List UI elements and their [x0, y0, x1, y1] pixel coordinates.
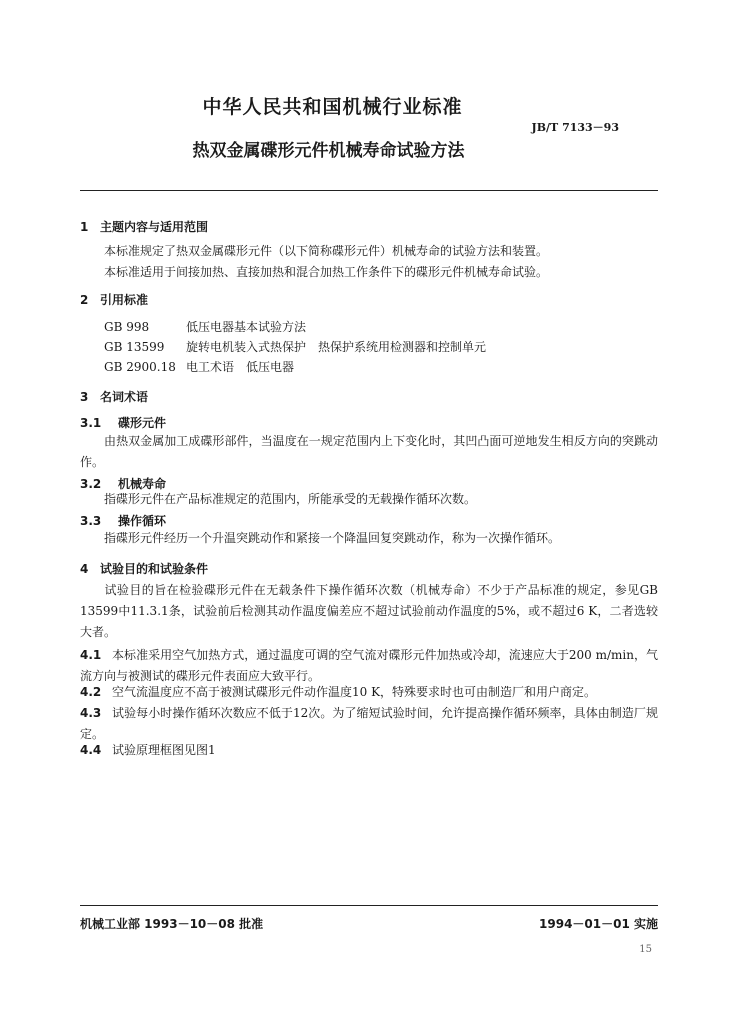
section-4-heading: 4 试验目的和试验条件 — [80, 562, 209, 576]
section-1-paragraph-1: 本标准规定了热双金属碟形元件（以下简称碟形元件）机械寿命的试验方法和装置。 — [104, 244, 549, 258]
term-3-1-definition: 由热双金属加工成碟形部件，当温度在一规定范围内上下变化时，其凹凸面可逆地发生相反方向的突跳动作。 — [80, 434, 658, 469]
effective-date-line: 1994－01－01 实施 — [539, 917, 658, 931]
clause-4-1: 4.1 本标准采用空气加热方式，通过温度可调的空气流对碟形元件加热或冷却，流速应大于200 m/min，气流方向与被测试的碟形元件表面应大致平行。 — [80, 648, 658, 683]
header-divider — [80, 190, 658, 191]
section-4-intro: 试验目的旨在检验碟形元件在无载条件下操作循环次数（机械寿命）不少于产品标准的规定，参见GB 13599中11.3.1条，试验前后检测其动作温度偏差应不超过试验前动作温度的5%，或不超过6 K，二者选较大者。 — [80, 583, 658, 639]
section-2-heading: 2 引用标准 — [80, 293, 149, 307]
reference-row: GB 2900.18 电工术语 低压电器 — [104, 360, 295, 374]
term-3-1-heading: 3.1 碟形元件 — [80, 416, 167, 430]
term-3-2-heading: 3.2 机械寿命 — [80, 477, 167, 491]
section-1-paragraph-2: 本标准适用于间接加热、直接加热和混合加热工作条件下的碟形元件机械寿命试验。 — [104, 265, 549, 279]
clause-4-3: 4.3 试验每小时操作循环次数应不低于12次。为了缩短试验时间，允许提高操作循环频率，具体由制造厂规定。 — [80, 706, 658, 741]
section-1-heading: 1 主题内容与适用范围 — [80, 220, 209, 234]
term-3-3-heading: 3.3 操作循环 — [80, 514, 167, 528]
standard-code: JB/T 7133－93 — [531, 121, 619, 134]
approval-line: 机械工业部 1993－10－08 批准 — [80, 917, 264, 931]
page-number: 15 — [639, 944, 652, 955]
section-3-heading: 3 名词术语 — [80, 390, 149, 404]
reference-row: GB 13599 旋转电机装入式热保护 热保护系统用检测器和控制单元 — [104, 340, 487, 354]
footer-divider — [80, 905, 658, 906]
issuing-organization: 中华人民共和国机械行业标准 — [202, 96, 463, 118]
term-3-3-definition: 指碟形元件经历一个升温突跳动作和紧接一个降温回复突跳动作，称为一次操作循环。 — [104, 531, 561, 545]
clause-4-4: 4.4 试验原理框图见图1 — [80, 743, 216, 757]
document-title: 热双金属碟形元件机械寿命试验方法 — [192, 141, 465, 161]
clause-4-2: 4.2 空气流温度应不高于被测试碟形元件动作温度10 K，特殊要求时也可由制造厂和用户商定。 — [80, 685, 597, 699]
reference-row: GB 998 低压电器基本试验方法 — [104, 320, 307, 334]
term-3-2-definition: 指碟形元件在产品标准规定的范围内，所能承受的无载操作循环次数。 — [104, 492, 477, 506]
